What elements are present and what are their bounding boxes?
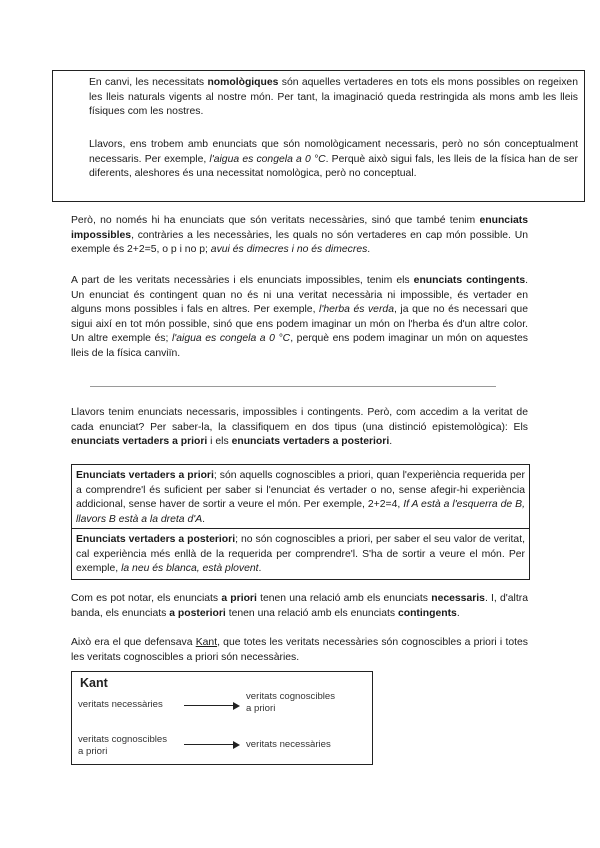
row1-left-label: veritats necessàries	[78, 699, 163, 710]
row1-right-label: veritats cognoscibles a priori	[246, 691, 336, 714]
contingent-statements-paragraph: A part de les veritats necessàries i els enunciats impossibles, tenim els enunciats contingents. Un enunciat és contingent quan no és ni una veritat necessària ni impossible, és vertader en alguns mons possibles i fals en altres. Per exemple, l'herba és verda, ja que no és necessari que sigui així en tot món possible, sinó que ens podem imaginar un món on l'herba és d'un altre color. Un altre exemple és; l'aigua es congela a 0 °C, perquè ens podem imaginar un món on aquestes lleis de la física canviïn.	[71, 275, 529, 359]
kant-paragraph: Això era el que defensava Kant, que totes les veritats necessàries són cognoscibles a priori i totes les veritats cognoscibles a priori són necessàries.	[71, 637, 528, 663]
impossible-statements-paragraph: Però, no només hi ha enunciats que són veritats necessàries, sinó que també tenim enunciats impossibles, contràries a les necessàries, les quals no són vertaderes en cap món possible. Un exemple és 2+2=5, o p i no p; avui és dimecres i no és dimecres.	[71, 215, 528, 256]
row2-left-label: veritats cognoscibles a priori	[78, 734, 168, 757]
row2-right-label: veritats necessàries	[246, 739, 331, 750]
definitions-divider	[71, 528, 530, 529]
kant-diagram-title: Kant	[80, 676, 108, 690]
kant-link[interactable]: Kant	[195, 637, 218, 648]
row2-arrow	[184, 744, 238, 745]
a-priori-definition: Enunciats vertaders a priori; són aquells cognoscibles a priori, quan l'experiència requerida per a comprendre'l és suficient per saber si l'enunciat és vertader o no, sense afegir-hi experiència addicional, sense haver de sortir a veure el món. Per exemple, 2+2=4, If A està a l'esquerra de B, llavors B està a la dreta d'A.	[76, 470, 525, 525]
relations-paragraph: Com es pot notar, els enunciats a priori tenen una relació amb els enunciats necessaris. I, d'altra banda, els enunciats a posteriori tenen una relació amb els enunciats contingents.	[71, 593, 528, 619]
section-divider	[90, 386, 496, 387]
a-posteriori-definition: Enunciats vertaders a posteriori; no són cognoscibles a priori, per saber el seu valor de veritat, cal experiència més enllà de la requerida per comprendre'l. S'ha de sortir a veure el món. Per exemple, la neu és blanca, està plovent.	[76, 534, 525, 575]
nomological-paragraph: En canvi, les necessitats nomològiques són aquelles vertaderes en tots els mons possibles on regeixen les lleis naturals vigents al nostre món. Per tant, la imaginació queda restringida als mons amb les lleis físiques com les nostres.	[89, 77, 578, 118]
nomological-example-paragraph: Llavors, ens trobem amb enunciats que són nomològicament necessaris, però no són conceptualment necessaris. Per exemple, l'aigua es congela a 0 °C. Perquè això sigui fals, les lleis de la física han de ser diferents, aleshores és una necessitat nomològica, però no conceptual.	[89, 139, 578, 180]
row1-arrow	[184, 705, 238, 706]
epistemic-distinction-paragraph: Llavors tenim enunciats necessaris, impossibles i contingents. Però, com accedim a la veritat de cada enunciat? Per saber-la, la classifiquem en dos tipus (una distinció epistemològica): Els enunciats vertaders a priori i els enunciats vertaders a posteriori.	[71, 407, 528, 448]
kant-diagram	[71, 671, 373, 765]
